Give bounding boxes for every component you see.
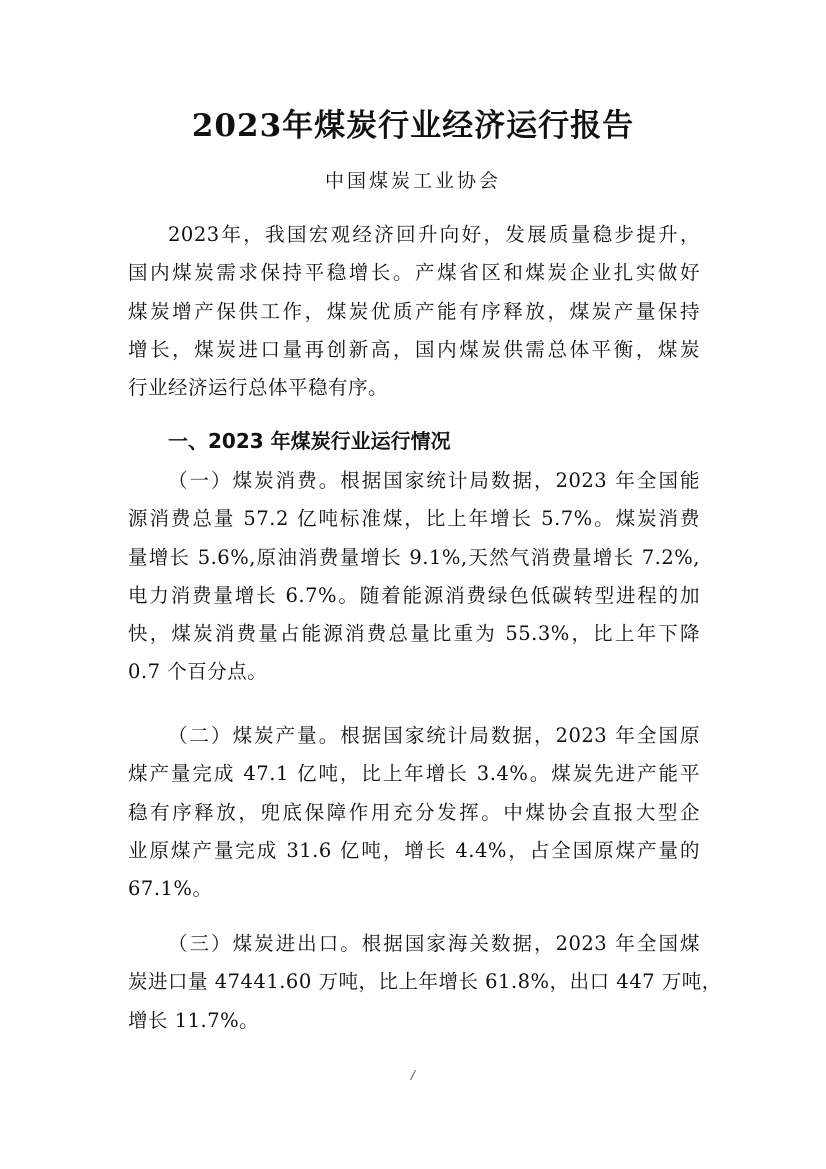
- consumption-paragraph: [128, 462, 700, 692]
- text-line: （二）煤炭产量。根据国家统计局数据，2023 年全国原: [168, 724, 700, 747]
- text-line: （一）煤炭消费。根据国家统计局数据，2023 年全国能: [168, 469, 700, 492]
- text-line: 增长 11.7%。: [128, 1008, 260, 1032]
- text-line: 业原煤产量完成 31.6 亿吨，增长 4.4%，占全国原煤产量的: [128, 838, 700, 862]
- document-title: 2023年煤炭行业经济运行报告: [191, 108, 635, 144]
- text-line: 炭进口量 47441.60 万吨，比上年增长 61.8%，出口 447 万吨，: [128, 970, 722, 994]
- text-line: 67.1%。: [128, 877, 213, 901]
- text-line: 稳有序释放，兜底保障作用充分发挥。中煤协会直报大型企: [128, 800, 700, 824]
- text-line: 行业经济运行总体平稳有序。: [128, 376, 389, 400]
- text-line: 0.7 个百分点。: [128, 660, 268, 684]
- text-line: 量增长 5.6%,原油消费量增长 9.1%,天然气消费量增长 7.2%,: [128, 545, 700, 569]
- text-line: （三）煤炭进出口。根据国家海关数据，2023 年全国煤: [168, 932, 700, 955]
- intro-paragraph: [128, 216, 700, 407]
- text-line: 电力消费量增长 6.7%。随着能源消费绿色低碳转型进程的加: [128, 583, 700, 607]
- text-line: 煤炭增产保供工作，煤炭优质产能有序释放，煤炭产量保持: [128, 299, 700, 323]
- text-line: 增长，煤炭进口量再创新高，国内煤炭供需总体平衡，煤炭: [128, 337, 700, 361]
- text-line: 2023年，我国宏观经济回升向好，发展质量稳步提升，: [168, 223, 700, 246]
- text-line: 源消费总量 57.2 亿吨标准煤，比上年增长 5.7%。煤炭消费: [128, 507, 700, 531]
- text-line: 快，煤炭消费量占能源消费总量比重为 55.3%，比上年下降: [128, 622, 700, 646]
- text-line: 国内煤炭需求保持平稳增长。产煤省区和煤炭企业扎实做好: [128, 261, 700, 285]
- production-paragraph: [128, 717, 700, 908]
- section-heading: 一、2023 年煤炭行业运行情况: [168, 429, 451, 453]
- trade-paragraph: [128, 925, 722, 1040]
- document-author: 中国煤炭工业协会: [324, 170, 501, 192]
- text-line: 煤产量完成 47.1 亿吨，比上年增长 3.4%。煤炭先进产能平: [128, 762, 700, 786]
- page-footer-mark: /: [410, 1068, 416, 1082]
